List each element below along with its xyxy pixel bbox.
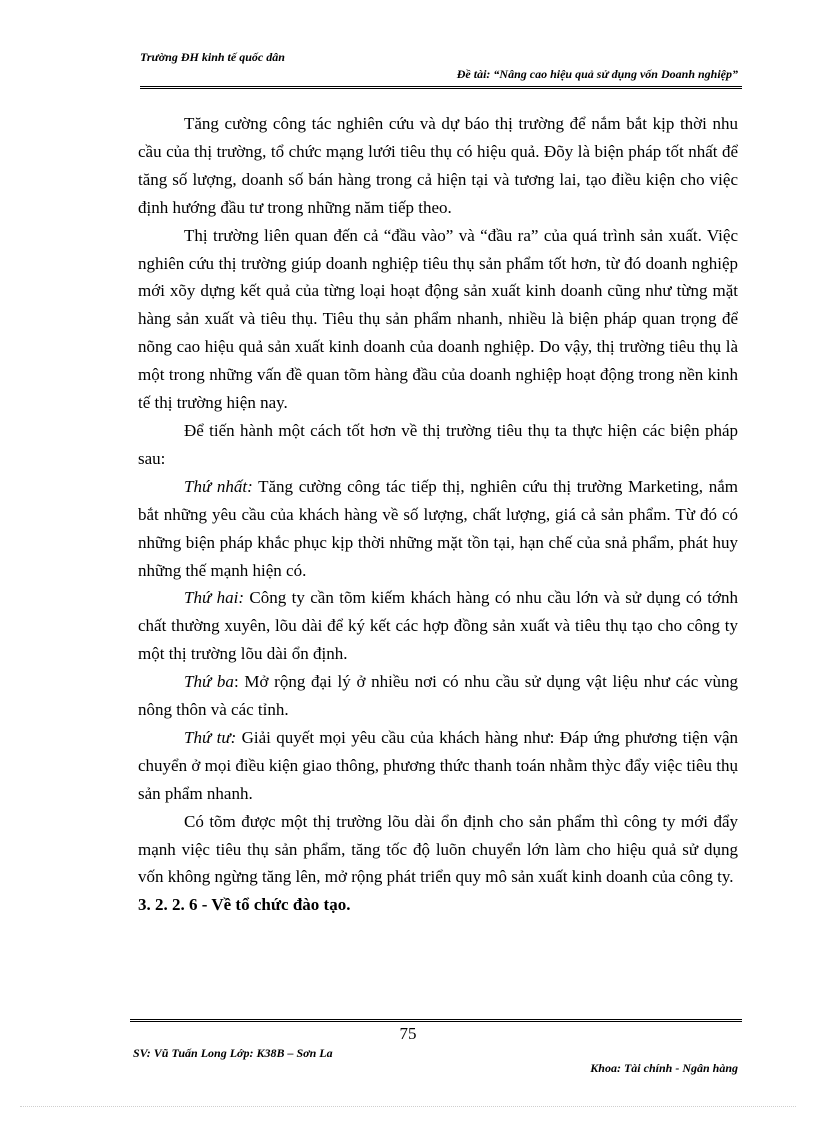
footer-student: SV: Vũ Tuấn Long Lớp: K38B – Sơn La bbox=[133, 1046, 333, 1060]
paragraph-5-label: Thứ hai: bbox=[184, 588, 245, 608]
header-divider bbox=[140, 86, 742, 90]
page-number: 75 bbox=[399, 1024, 417, 1043]
paragraph-7-label: Thứ tư: bbox=[184, 727, 237, 747]
paragraph-7-text: Giải quyết mọi yêu cầu của khách hàng như: Đáp ứng phương tiện vận chuyển ở mọi điều kiện giao thông, phương thức thanh toán nhằm thỳc đẩy việc tiêu thụ sản phẩm nhanh. bbox=[138, 727, 739, 803]
body-text bbox=[138, 110, 738, 919]
paragraph-4-label: Thứ nhất: bbox=[184, 476, 253, 496]
paragraph-8: Có tõm được một thị trường lõu dài ổn định cho sản phẩm thì công ty mới đẩy mạnh việc tiêu thụ sản phẩm, tăng tốc độ luõn chuyển lớn làm cho hiệu quả sử dụng vốn không ngừng tăng lên, mở rộng phát triển quy mô sản xuất kinh doanh của công ty. bbox=[138, 811, 738, 887]
header-school: Trường ĐH kinh tế quốc dân bbox=[140, 50, 285, 64]
paragraph-4-text: Tăng cường công tác tiếp thị, nghiên cứu thị trường Marketing, nắm bắt những yêu cầu của khách hàng về số lượng, chất lượng, giá cả sản phẩm. Từ đó có những biện pháp khắc phục kịp thời những mặt tồn tại, hạn chế của snả phẩm, phát huy những thế mạnh hiện có. bbox=[138, 476, 738, 580]
paragraph-6-text: : Mở rộng đại lý ở nhiều nơi có nhu cầu sử dụng vật liệu như các vùng nông thôn và các tỉnh. bbox=[138, 672, 738, 720]
paragraph-3: Để tiến hành một cách tốt hơn về thị trường tiêu thụ ta thực hiện các biện pháp sau: bbox=[138, 420, 738, 468]
paragraph-6 bbox=[138, 668, 738, 724]
paragraph-5 bbox=[138, 584, 738, 668]
paragraph-2: Thị trường liên quan đến cả “đầu vào” và “đầu ra” của quá trình sản xuất. Việc nghiên cứu thị trường giúp doanh nghiệp tiêu thụ sản phẩm tốt hơn, từ đó doanh nghiệp mới xõy dựng kết quả của từng loại hoạt động sản xuất kinh doanh cũng như từng mặt hàng sản xuất và tiêu thụ. Tiêu thụ sản phẩm nhanh, nhiều là biện pháp quan trọng để nõng cao hiệu quả sản xuất kinh doanh của doanh nghiệp. Do vậy, thị trường tiêu thụ là một trong những vấn đề quan tõm hàng đầu của doanh nghiệp hoạt động trong nền kinh tế thị trường hiện nay. bbox=[138, 225, 738, 413]
paragraph-5-text: Công ty cần tõm kiếm khách hàng có nhu cầu lớn và sử dụng có tớnh chất thường xuyên, lõu dài để ký kết các hợp đồng sản xuất và tiêu thụ tạo cho công ty một thị trường lõu dài ổn định. bbox=[138, 588, 738, 664]
paragraph-6-label: Thứ ba bbox=[184, 672, 234, 692]
footer-divider bbox=[130, 1019, 742, 1023]
paragraph-4 bbox=[138, 473, 738, 585]
footer-faculty: Khoa: Tài chính - Ngân hàng bbox=[590, 1061, 738, 1075]
page-edge-dotted-line bbox=[20, 1106, 796, 1108]
paragraph-7 bbox=[138, 724, 738, 808]
section-heading: 3. 2. 2. 6 - Về tổ chức đào tạo. bbox=[138, 895, 351, 915]
header-topic: Đề tài: “Nâng cao hiệu quả sử dụng vốn Doanh nghiệp” bbox=[456, 67, 738, 81]
paragraph-1: Tăng cường công tác nghiên cứu và dự báo thị trường để nắm bắt kịp thời nhu cầu của thị trường, tổ chức mạng lưới tiêu thụ có hiệu quả. Đõy là biện pháp tốt nhất để tăng số lượng, doanh số bán hàng trong cả hiện tại và tương lai, tạo điều kiện cho việc định hướng đầu tư trong những năm tiếp theo. bbox=[138, 114, 738, 217]
